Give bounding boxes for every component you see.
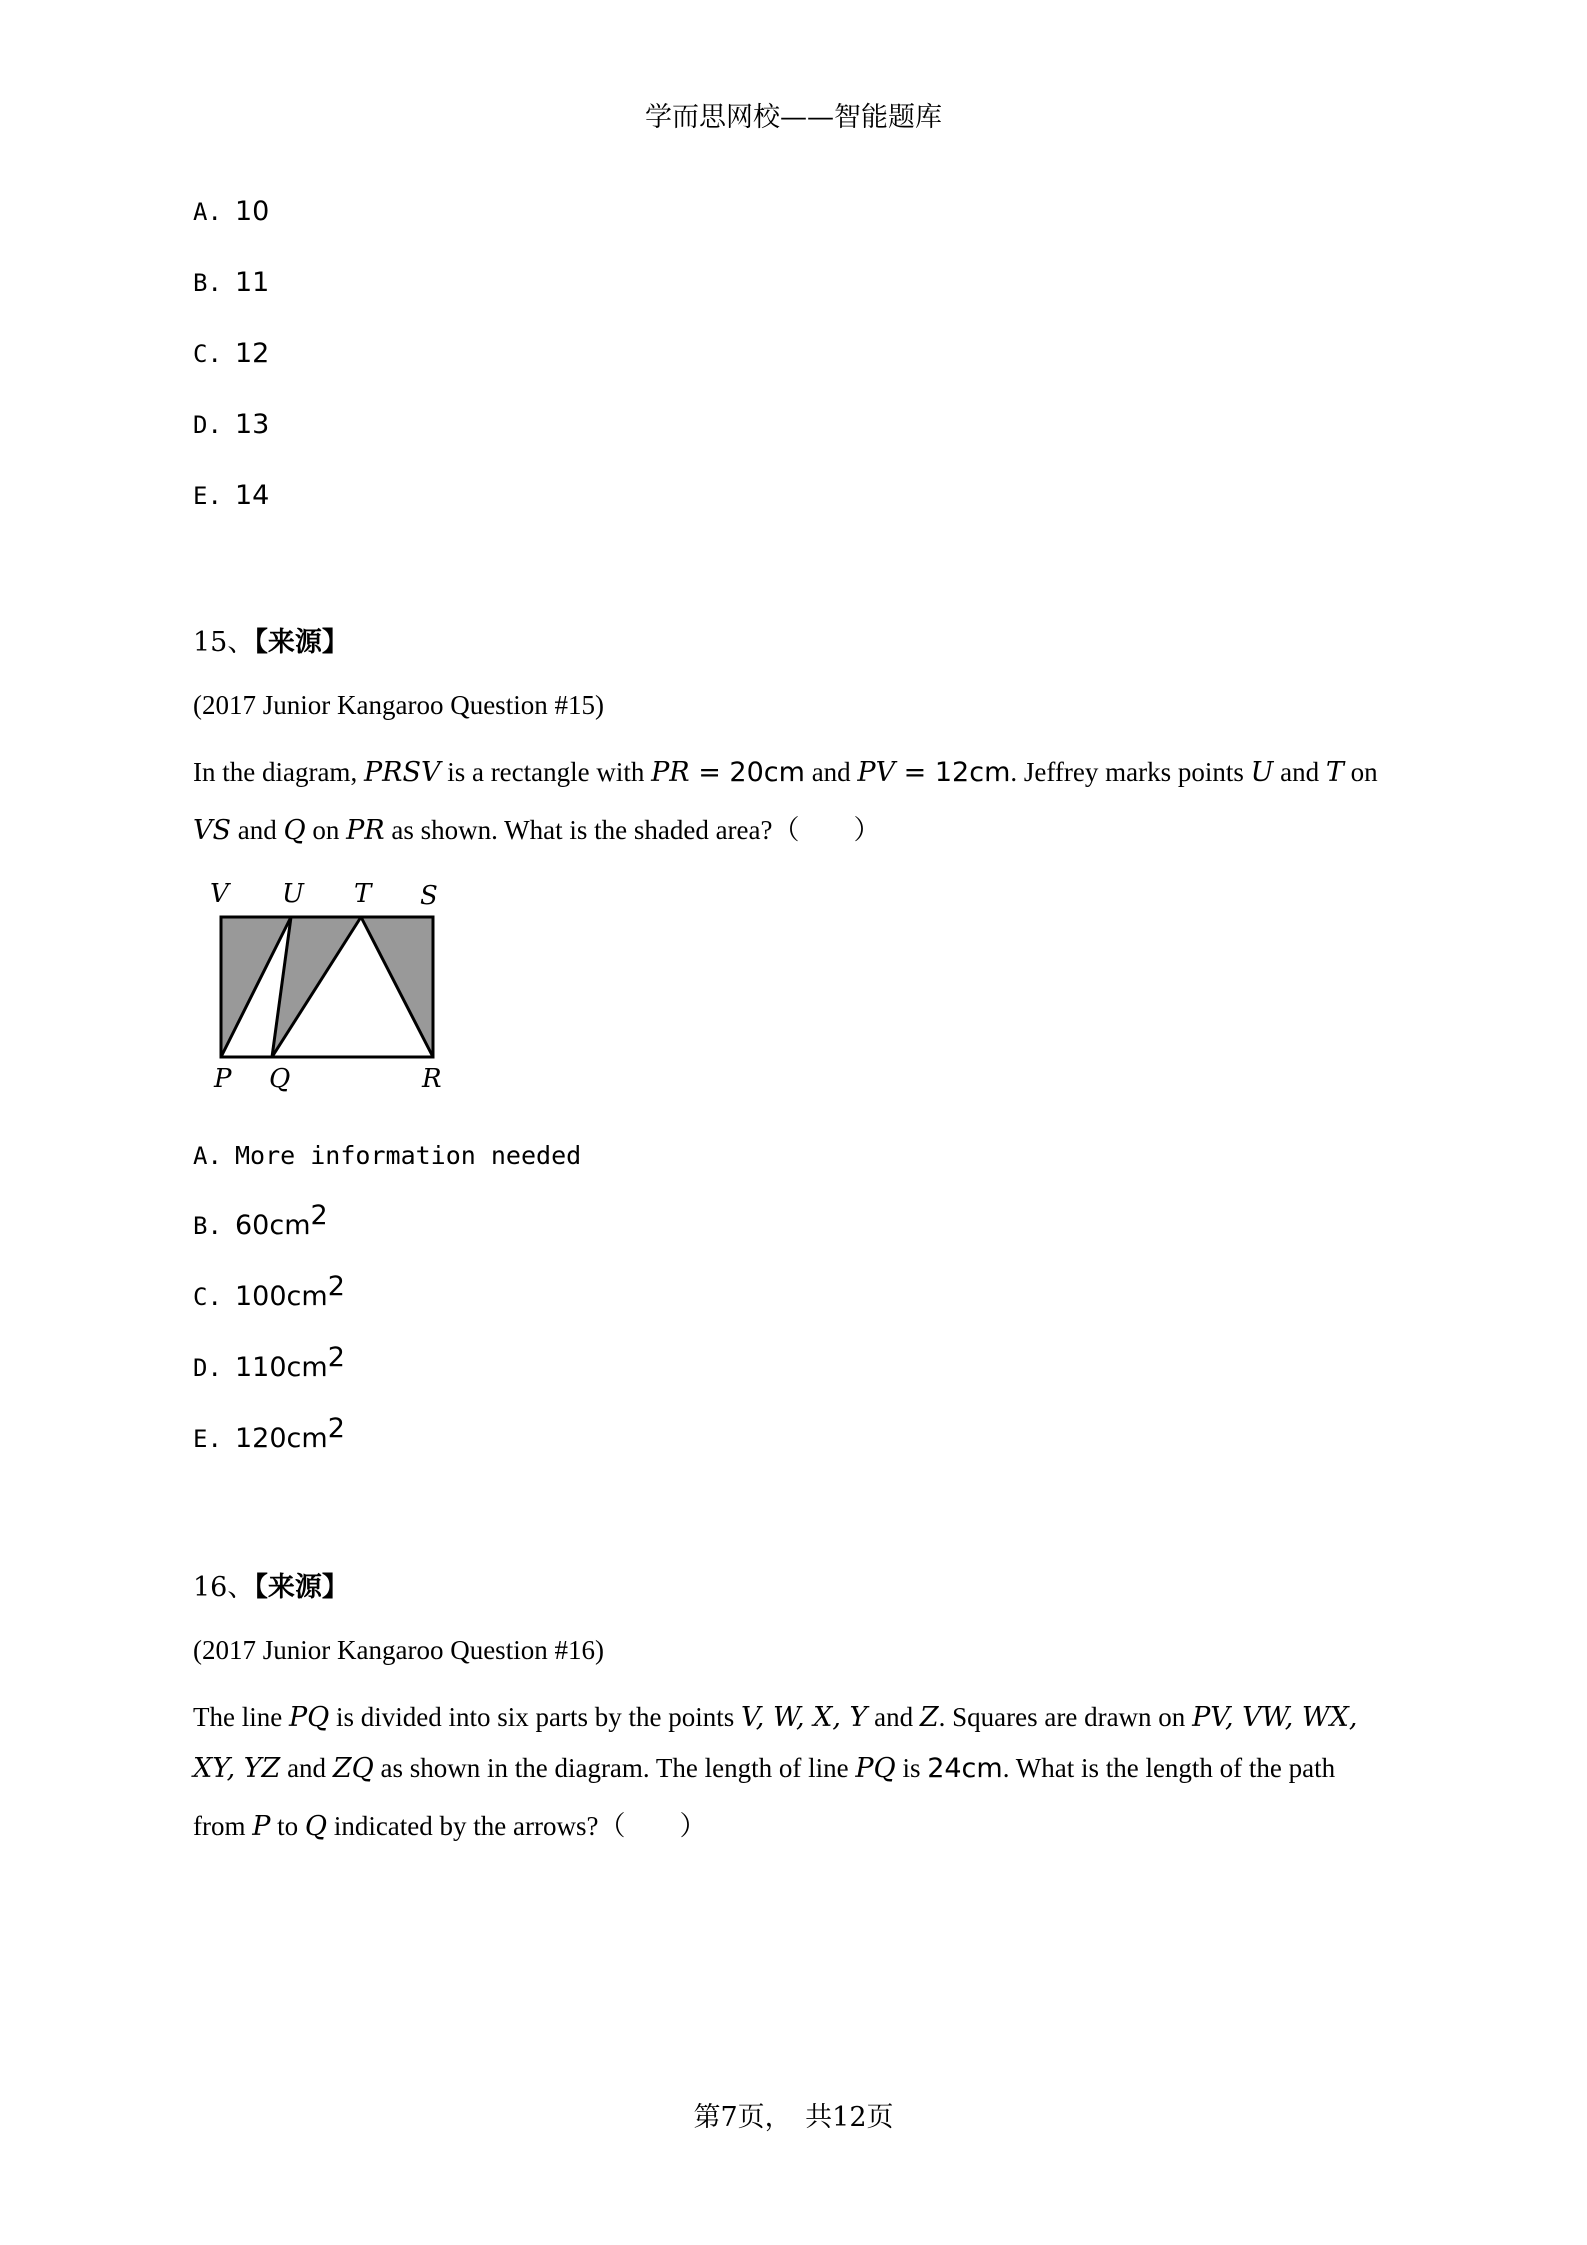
label-u: U <box>282 879 304 909</box>
option-letter: E. <box>193 482 222 510</box>
q15-option-a[interactable] <box>193 1140 581 1171</box>
option-value: 13 <box>235 409 270 440</box>
q15-source: (2017 Junior Kangaroo Question #15) <box>193 690 604 720</box>
label-r: R <box>422 1064 442 1094</box>
q16-text-line1: The line PQ is divided into six parts by the points V, W, X, Y and Z. Squares are drawn on PV, VW, WX, <box>193 1702 1358 1733</box>
q14-option-c[interactable] <box>193 338 269 369</box>
option-value: 10 <box>235 196 270 227</box>
source-tag: 【来源】 <box>254 1572 349 1603</box>
label-q: Q <box>269 1064 291 1094</box>
option-value: 110cm <box>235 1352 328 1383</box>
option-letter: C. <box>193 340 222 368</box>
option-value: 12 <box>235 338 270 369</box>
option-letter: A. <box>193 1142 222 1170</box>
option-letter: C. <box>193 1283 222 1311</box>
option-value: 120cm <box>235 1423 328 1454</box>
question-number: 15、 <box>193 627 255 658</box>
option-letter: B. <box>193 269 222 297</box>
q15-option-e[interactable]: E. $120cm^2$ <box>193 1413 345 1454</box>
label-t: T <box>354 879 372 909</box>
option-letter: D. <box>193 1354 222 1382</box>
label-s: S <box>420 881 438 911</box>
q16-source: (2017 Junior Kangaroo Question #16) <box>193 1635 604 1665</box>
label-p: P <box>214 1064 232 1094</box>
q15-option-d[interactable]: D. $110cm^2$ <box>193 1342 345 1383</box>
q15-heading <box>193 620 349 659</box>
option-value: 100cm <box>235 1281 328 1312</box>
option-letter: A. <box>193 198 222 226</box>
option-letter: E. <box>193 1425 222 1453</box>
q14-option-d[interactable] <box>193 409 269 440</box>
question-number: 16、 <box>193 1572 255 1603</box>
q15-option-b[interactable]: B. $60cm^2$ <box>193 1200 328 1241</box>
source-tag: 【来源】 <box>254 627 349 658</box>
q15-text-line2: VS and Q on PR as shown. What is the shaded area?（ ） <box>193 815 881 846</box>
option-letter: D. <box>193 411 222 439</box>
q14-option-b[interactable] <box>193 267 269 298</box>
option-value: 11 <box>235 267 270 298</box>
q16-text-line3: from P to Q indicated by the arrows?（ ） <box>193 1811 707 1842</box>
q14-option-a[interactable] <box>193 196 269 227</box>
q14-option-e[interactable] <box>193 480 269 511</box>
option-value: 14 <box>235 480 270 511</box>
q15-text-line1: In the diagram, PRSV is a rectangle with PR = 20cm and PV = 12cm. Jeffrey marks points U and T on <box>193 757 1378 788</box>
q16-text-line2: XY, YZ and ZQ as shown in the diagram. The length of line PQ is 24cm. What is the length of the path <box>193 1753 1336 1784</box>
q15-option-c[interactable]: C. $100cm^2$ <box>193 1271 345 1312</box>
option-letter: B. <box>193 1212 222 1240</box>
label-v: V <box>210 879 229 909</box>
q16-heading <box>193 1565 349 1604</box>
page-header: 学而思网校——智能题库 <box>645 102 942 133</box>
page-footer: 第7页， 共12页 <box>693 2102 894 2133</box>
q15-rectangle-diagram <box>200 870 460 1100</box>
option-value: More information needed <box>235 1141 582 1170</box>
option-value: 60cm <box>235 1210 311 1241</box>
